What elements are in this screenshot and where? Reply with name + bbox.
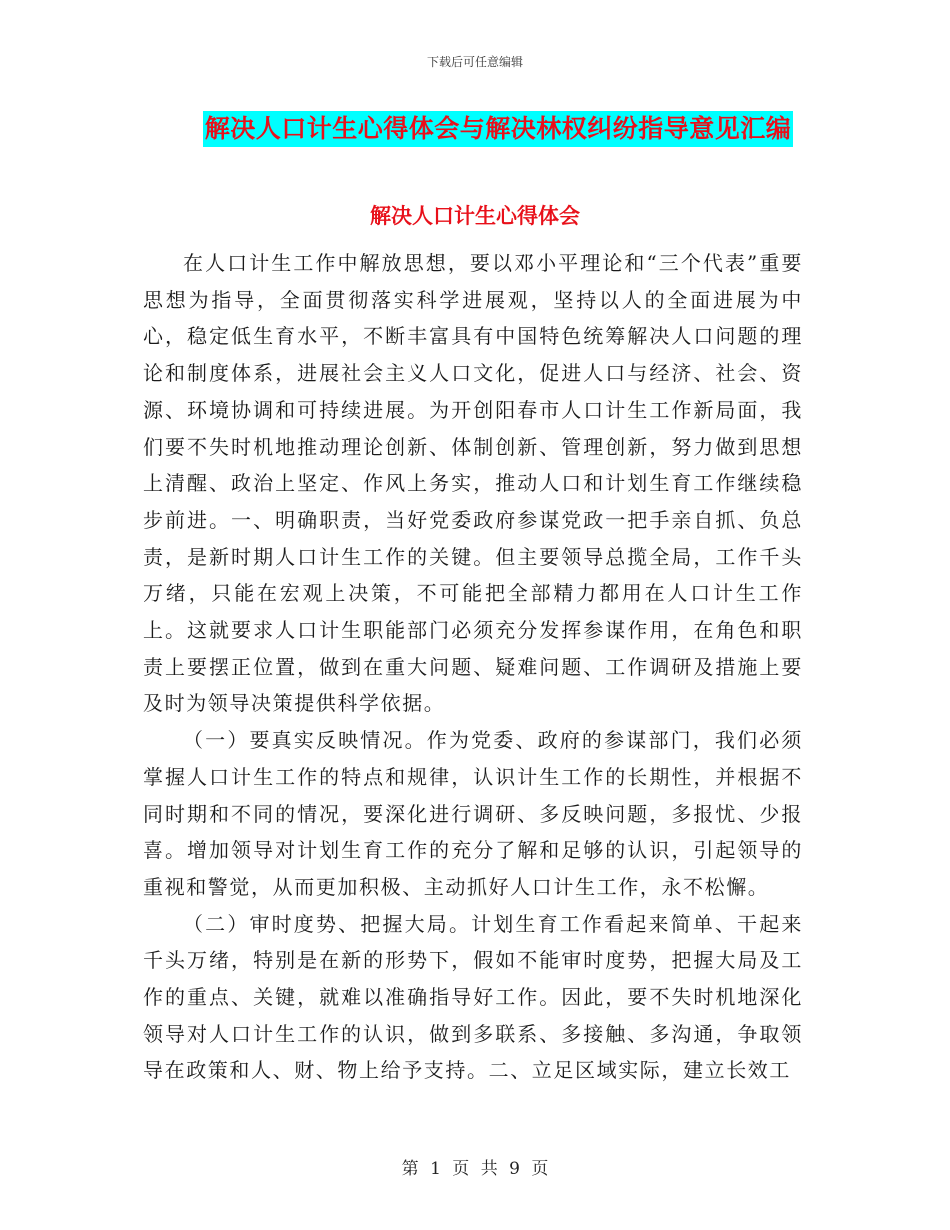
page-number-footer: 第 1 页 共 9 页	[401, 1159, 549, 1179]
body-paragraph-2: （一）要真实反映情况。作为党委、政府的参谋部门，我们必须掌握人口计生工作的特点和规律，认识计生工作的长期性，并根据不同时期和不同的情况，要深化进行调研、多反映问题，多报忧、少报喜。增加领导对计划生育工作的充分了解和足够的认识，引起领导的重视和警觉，从而更加积极、主动抓好人口计生工作，永不松懈。	[143, 728, 803, 899]
body-paragraph-3: （二）审时度势、把握大局。计划生育工作看起来简单、干起来千头万绪，特别是在新的形势下，假如不能审时度势，把握大局及工作的重点、关键，就难以准确指导好工作。因此，要不失时机地深化领导对人口计生工作的认识，做到多联系、多接触、多沟通，争取领导在政策和人、财、物上给予支持。二、立足区域实际，建立长效工	[143, 911, 803, 1083]
page-header-note: 下载后可任意编辑	[426, 55, 523, 69]
document-main-title: 解决人口计生心得体会与解决林权纠纷指导意见汇编	[203, 111, 794, 147]
document-body	[143, 245, 803, 1089]
body-paragraph-1: 在人口计生工作中解放思想，要以邓小平理论和“三个代表”重要思想为指导，全面贯彻落实科学进展观，坚持以人的全面进展为中心，稳定低生育水平，不断丰富具有中国特色统筹解决人口问题的理论和制度体系，进展社会主义人口文化，促进人口与经济、社会、资源、环境协调和可持续进展。为开创阳春市人口计生工作新局面，我们要不失时机地推动理论创新、体制创新、管理创新，努力做到思想上清醒、政治上坚定、作风上务实，推动人口和计划生育工作继续稳步前进。一、明确职责，当好党委政府参谋党政一把手亲自抓、负总责，是新时期人口计生工作的关键。但主要领导总揽全局，工作千头万绪，只能在宏观上决策，不可能把全部精力都用在人口计生工作上。这就要求人口计生职能部门必须充分发挥参谋作用，在角色和职责上要摆正位置，做到在重大问题、疑难问题、工作调研及措施上要及时为领导决策提供科学依据。	[143, 251, 803, 716]
section-title: 解决人口计生心得体会	[370, 204, 580, 228]
main-title-container	[0, 111, 950, 147]
